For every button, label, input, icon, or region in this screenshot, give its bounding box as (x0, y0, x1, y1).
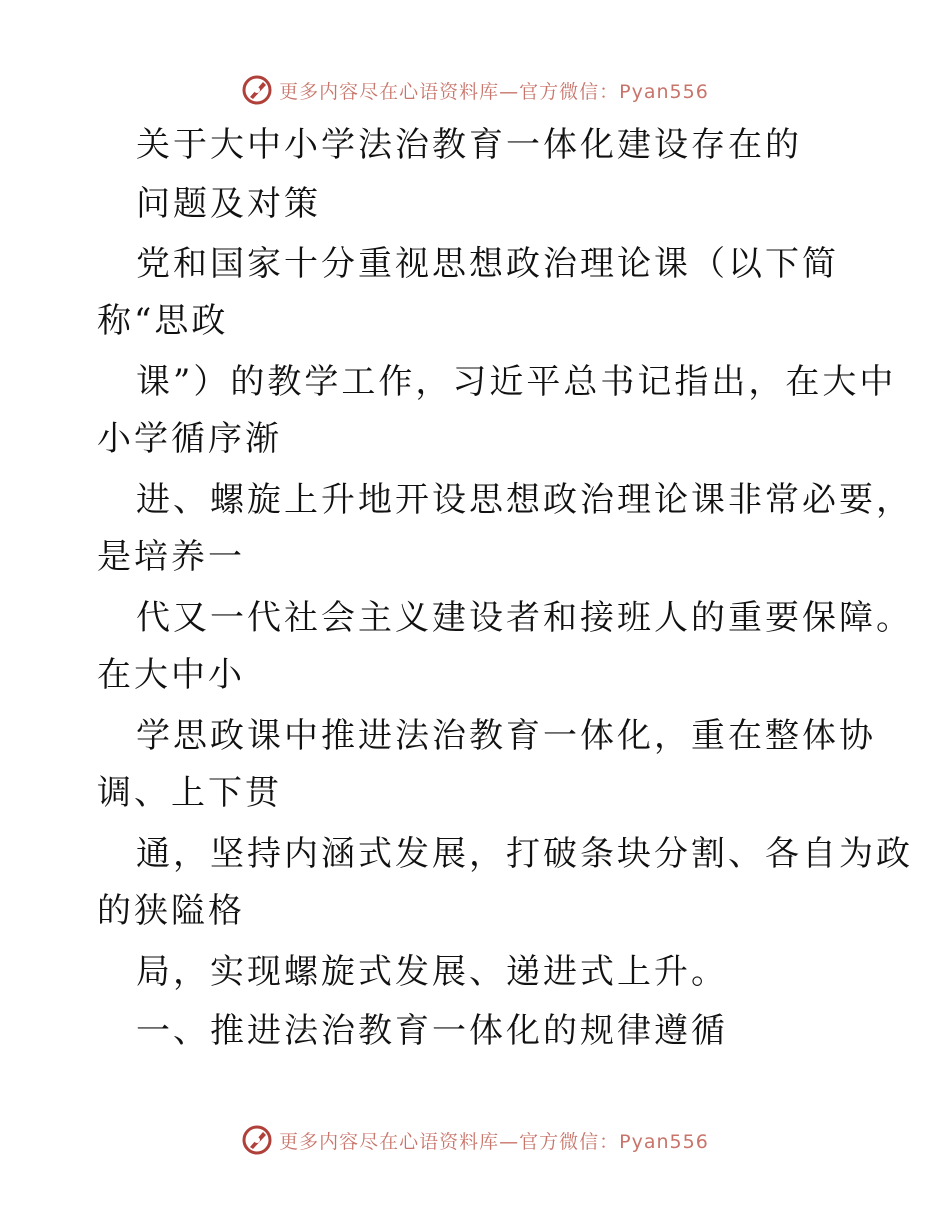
paragraph-line: 局，实现螺旋式发展、递进式上升。 (136, 952, 728, 992)
paragraph-line: 调、上下贯 (97, 773, 282, 813)
paragraph-line: 称“思政 (97, 301, 229, 341)
paragraph-line: 学思政课中推进法治教育一体化，重在整体协 (136, 716, 876, 756)
paragraph-line: 代又一代社会主义建设者和接班人的重要保障。 (136, 598, 913, 638)
pen-seal-logo-icon (241, 1124, 273, 1156)
section-heading: 一、推进法治教育一体化的规律遵循 (136, 1011, 728, 1051)
paragraph-line: 小学循序渐 (97, 419, 282, 459)
header-banner-text: 更多内容尽在心语资料库—官方微信：Pyan556 (279, 80, 709, 103)
paragraph-line: 课”）的教学工作，习近平总书记指出，在大中 (136, 362, 897, 402)
title-line-2: 问题及对策 (136, 184, 321, 224)
paragraph-line: 是培养一 (97, 537, 245, 577)
title-line-1: 关于大中小学法治教育一体化建设存在的 (136, 125, 802, 165)
header-banner (0, 70, 950, 110)
footer-banner (0, 1120, 950, 1160)
paragraph-line: 进、螺旋上升地开设思想政治理论课非常必要， (136, 480, 913, 520)
paragraph-line: 党和国家十分重视思想政治理论课（以下简 (136, 244, 839, 284)
pen-seal-logo-icon (241, 74, 273, 106)
paragraph-line: 的狭隘格 (97, 891, 245, 931)
paragraph-line: 通，坚持内涵式发展，打破条块分割、各自为政 (136, 834, 913, 874)
footer-banner-text: 更多内容尽在心语资料库—官方微信：Pyan556 (279, 1130, 709, 1153)
paragraph-line: 在大中小 (97, 655, 245, 695)
